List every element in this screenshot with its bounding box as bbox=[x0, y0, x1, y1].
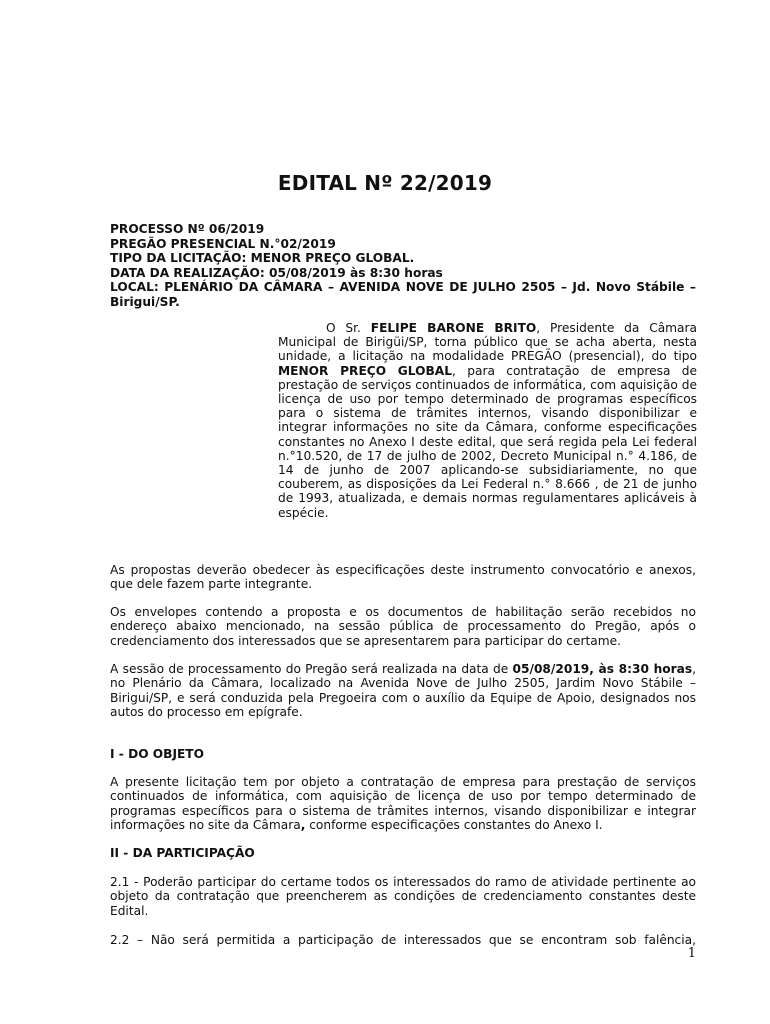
objeto-text bbox=[110, 775, 696, 832]
intro-text-2: , Presidente da Câmara Municipal de Birigüi/SP, torna público que se acha aberta, nesta unidade, a licitação na modalidade PREGÃO (presencial), do tipo bbox=[278, 321, 697, 364]
page-number: 1 bbox=[687, 946, 696, 961]
president-name: FELIPE BARONE BRITO bbox=[370, 321, 537, 335]
header-block bbox=[110, 222, 696, 309]
section-participacao-title: II - DA PARTICIPAÇÃO bbox=[110, 846, 255, 860]
document-title: EDITAL Nº 22/2019 bbox=[277, 171, 493, 195]
sessao-text-a: A sessão de processamento do Pregão será realizada na data de bbox=[110, 662, 513, 676]
intro-text-1: O Sr. bbox=[326, 321, 371, 335]
objeto-comma: , bbox=[300, 817, 306, 832]
sessao-text bbox=[110, 662, 696, 719]
local-line: LOCAL: PLENÁRIO DA CÂMARA – AVENIDA NOVE DE JULHO 2505 – Jd. Novo Stábile – Birigui/SP. bbox=[110, 280, 696, 309]
item-2-1-paragraph bbox=[110, 875, 696, 918]
objeto-text-b: conforme especificações constantes do Anexo I. bbox=[305, 817, 603, 832]
intro-text-3: , para contratação de empresa de prestação de serviços continuados de informática, com aquisição de licença de uso por tempo determinado de programas específicos para o sistema de trâmites internos, visando disponibilizar e integrar informações no site da Câmara, conforme especificações constantes no Anexo I deste edital, que será regida pela Lei federal n.°10.520, de 17 de julho de 2002, Decreto Municipal n.° 4.186, de 14 de junho de 2007 aplicando-se subsidiariamente, no que couberem, as disposições da Lei Federal n.° 8.666 , de 21 de junho de 1993, atualizada, e demais normas regulamentares aplicáveis à espécie. bbox=[278, 363, 698, 520]
intro-paragraph bbox=[278, 321, 697, 520]
propostas-paragraph bbox=[110, 563, 696, 592]
data-line: DATA DA REALIZAÇÃO: 05/08/2019 às 8:30 horas bbox=[110, 265, 443, 280]
processo-line: PROCESSO Nº 06/2019 bbox=[110, 222, 265, 236]
item-2-1-text: 2.1 - Poderão participar do certame todos os interessados do ramo de atividade pertinente ao objeto da contratação que preencherem as condições de credenciamento constantes deste Edital. bbox=[110, 875, 696, 918]
item-2-2-text: 2.2 – Não será permitida a participação de interessados que se encontram sob falência, bbox=[110, 933, 696, 947]
propostas-text: As propostas deverão obedecer às especificações deste instrumento convocatório e anexos, que dele fazem parte integrante. bbox=[110, 563, 696, 592]
item-2-2-paragraph bbox=[110, 933, 696, 947]
sessao-date: 05/08/2019, às 8:30 horas bbox=[512, 662, 693, 676]
tipo-emphasis: MENOR PREÇO GLOBAL bbox=[278, 363, 452, 378]
sessao-text-b: , no Plenário da Câmara, localizado na Avenida Nove de Julho 2505, Jardim Novo Stábile – Birigui/SP, e será conduzida pela Pregoeira com o auxílio da Equipe de Apoio, designados nos autos do processo em epígrafe. bbox=[110, 662, 696, 719]
pregao-line: PREGÃO PRESENCIAL N.°02/2019 bbox=[110, 236, 336, 251]
tipo-line: TIPO DA LICITAÇÃO: MENOR PREÇO GLOBAL. bbox=[110, 251, 415, 265]
envelopes-text: Os envelopes contendo a proposta e os documentos de habilitação serão recebidos no endereço abaixo mencionado, na sessão pública de processamento do Pregão, após o credenciamento dos interessados que se apresentarem para participar do certame. bbox=[110, 605, 696, 648]
section-objeto-title: I - DO OBJETO bbox=[110, 747, 204, 761]
objeto-paragraph bbox=[110, 775, 696, 832]
envelopes-paragraph bbox=[110, 605, 696, 648]
sessao-paragraph bbox=[110, 662, 696, 719]
objeto-text-a: A presente licitação tem por objeto a contratação de empresa para prestação de serviços continuados de informática, com aquisição de licença de uso por tempo determinado de programas específicos para o sistema de trâmites internos, visando disponibilizar e integrar informações no site da Câmara bbox=[110, 775, 696, 832]
